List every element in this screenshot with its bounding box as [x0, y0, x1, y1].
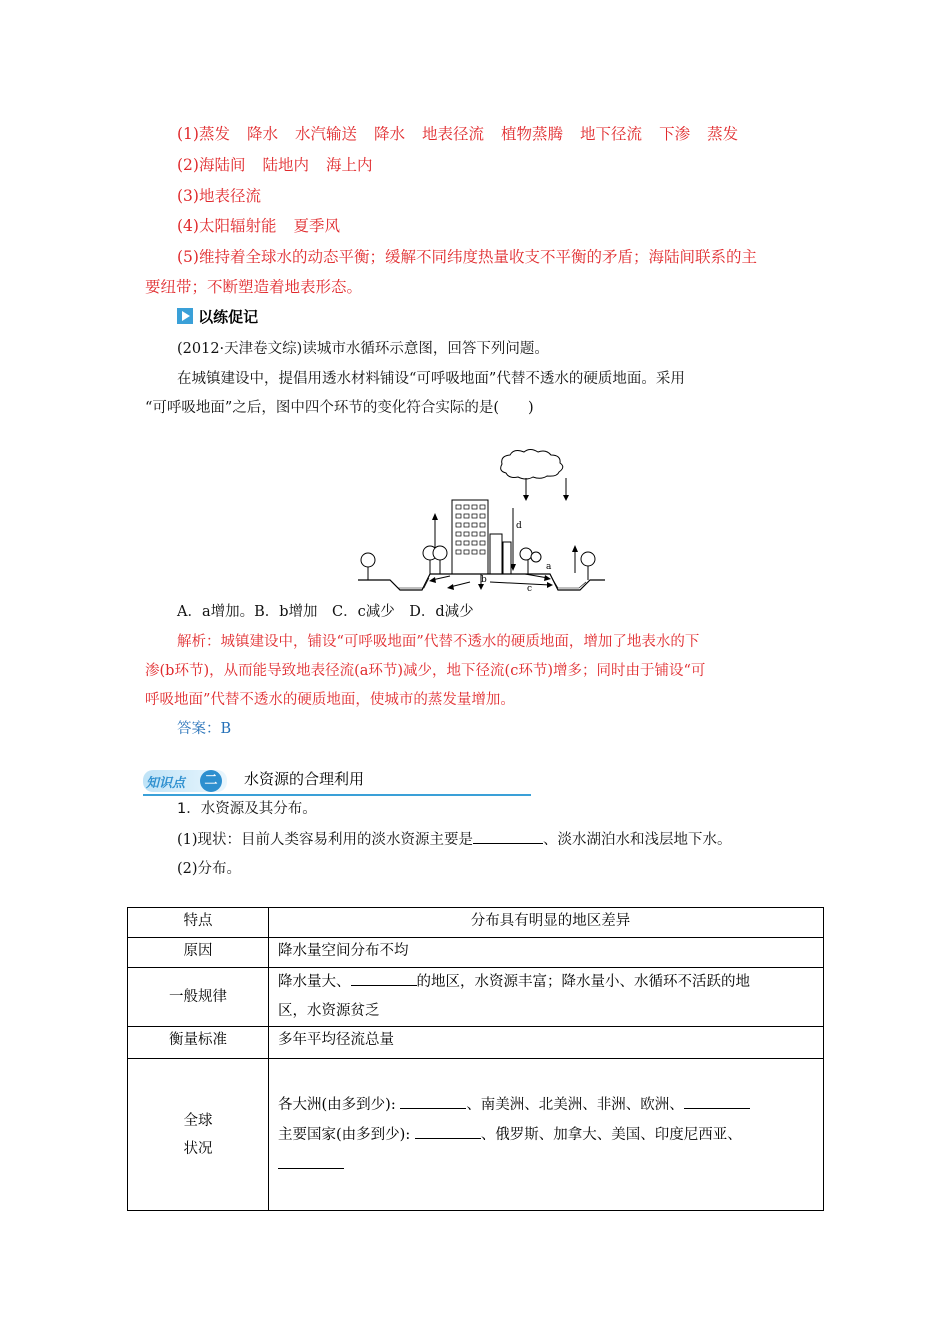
label-d: d: [516, 521, 522, 531]
section-paragraph-1: [177, 829, 732, 850]
table-cell-value: [269, 1059, 824, 1211]
answer-line-5a: (5)维持着全球水的动态平衡；缓解不同纬度热量收支不平衡的矛盾；海陆间联系的主: [177, 248, 757, 266]
table-cell-value: 多年平均径流总量: [269, 1027, 824, 1059]
play-icon: [177, 308, 193, 324]
knowledge-point-label: 知识点: [146, 776, 186, 791]
cell-text: 、俄罗斯、加拿大、美国、印度尼西亚、: [480, 1126, 742, 1143]
label-a: a: [546, 562, 552, 572]
answer-item: 地下径流: [580, 125, 643, 143]
answer-line-4: [177, 216, 340, 236]
question-line-2: “可呼吸地面”之后，图中四个环节的变化符合实际的是( ): [145, 400, 534, 416]
table-cell-value: 分布具有明显的地区差异: [269, 908, 824, 938]
practice-header: [177, 306, 258, 327]
answer-item: 降水: [246, 125, 278, 143]
analysis-text: 城镇建设中，铺设“可呼吸地面”代替不透水的硬质地面，增加了地表水的下: [220, 634, 700, 650]
table-cell-label: [128, 1059, 269, 1211]
answer-line-3: (3)地表径流: [177, 187, 261, 205]
water-resources-table: [127, 907, 824, 1211]
building-icon: [452, 500, 488, 574]
answer-item: 陆地内: [262, 156, 309, 174]
answer-item: 降水: [374, 125, 406, 143]
table-cell-label: 一般规律: [128, 968, 269, 1027]
analysis-line-1: [177, 632, 699, 652]
knowledge-point-underline: [143, 794, 531, 796]
answer-line-2: [177, 155, 373, 175]
practice-title: 以练促记: [198, 308, 259, 326]
paragraph-text: 、淡水湖泊水和浅层地下水。: [543, 832, 732, 848]
table-cell-label: 特点: [128, 908, 269, 938]
fill-blank: [351, 971, 417, 986]
answer-line-1: [177, 124, 738, 144]
table-cell-value: 降水量空间分布不均: [269, 938, 824, 968]
fill-blank: [415, 1124, 481, 1139]
answer-item: 海上内: [325, 156, 373, 174]
analysis-line-2: 渗(b环节)，从而能导致地表径流(a环节)减少，地下径流(c环节)增多；同时由于铺设“可: [145, 663, 706, 679]
question-source: (2012·天津卷文综)读城市水循环示意图，回答下列问题。: [177, 341, 549, 357]
fill-blank: [278, 1154, 344, 1169]
fill-blank: [684, 1094, 750, 1109]
answer-key: 答案：B: [177, 721, 232, 737]
cell-text: 状况: [183, 1140, 213, 1157]
section-heading: 1．水资源及其分布。: [177, 801, 317, 817]
paragraph-text: (1)现状：目前人类容易利用的淡水资源主要是: [177, 832, 474, 848]
cell-text: 、南美洲、北美洲、非洲、欧洲、: [466, 1096, 684, 1113]
table-cell-label: 原因: [128, 938, 269, 968]
cloud-icon: [501, 450, 563, 480]
answer-item: 蒸发: [707, 125, 739, 143]
label-b: b: [481, 575, 487, 585]
knowledge-point-title: 水资源的合理利用: [244, 770, 365, 788]
answer-2-label: (2)海陆间: [177, 156, 246, 174]
question-options: A．a增加。B．b增加 C．c减少 D．d减少: [177, 604, 474, 620]
table-row: [128, 908, 824, 938]
cell-text: 区，水资源贫乏: [278, 1003, 380, 1019]
table-cell-value: [269, 968, 824, 1027]
table-row: [128, 938, 824, 968]
question-line-1: 在城镇建设中，提倡用透水材料铺设“可呼吸地面”代替不透水的硬质地面。采用: [177, 371, 685, 387]
cell-text: 各大洲(由多到少):: [278, 1096, 401, 1113]
answer-item: 地表径流: [422, 125, 485, 143]
cell-text: 的地区，水资源丰富；降水量小、水循环不活跃的地: [416, 974, 750, 990]
analysis-label: 解析：: [177, 634, 221, 650]
table-row: [128, 1059, 824, 1211]
analysis-line-3: 呼吸地面”代替不透水的硬质地面，使城市的蒸发量增加。: [145, 692, 515, 708]
table-row: [128, 968, 824, 1027]
answer-item: 水汽输送: [294, 125, 357, 143]
label-c: c: [527, 584, 533, 594]
answer-item: 夏季风: [293, 217, 340, 235]
answer-item: 植物蒸腾: [501, 125, 564, 143]
cell-text: 降水量大、: [278, 974, 351, 990]
cell-text: 全球: [183, 1112, 213, 1129]
fill-blank: [400, 1094, 466, 1109]
table-cell-label: 衡量标准: [128, 1027, 269, 1059]
knowledge-point-number: 二: [200, 770, 222, 792]
fill-blank: [473, 829, 543, 844]
answer-1-label: (1)蒸发: [177, 125, 230, 143]
section-paragraph-2: (2)分布。: [177, 861, 242, 877]
cell-text: 主要国家(由多到少):: [278, 1126, 415, 1143]
answer-item: 下渗: [659, 125, 691, 143]
urban-water-cycle-figure: [350, 448, 610, 600]
answer-4-label: (4)太阳辐射能: [177, 217, 277, 235]
table-row: [128, 1027, 824, 1059]
answer-line-5b: 要纽带；不断塑造着地表形态。: [145, 278, 363, 296]
